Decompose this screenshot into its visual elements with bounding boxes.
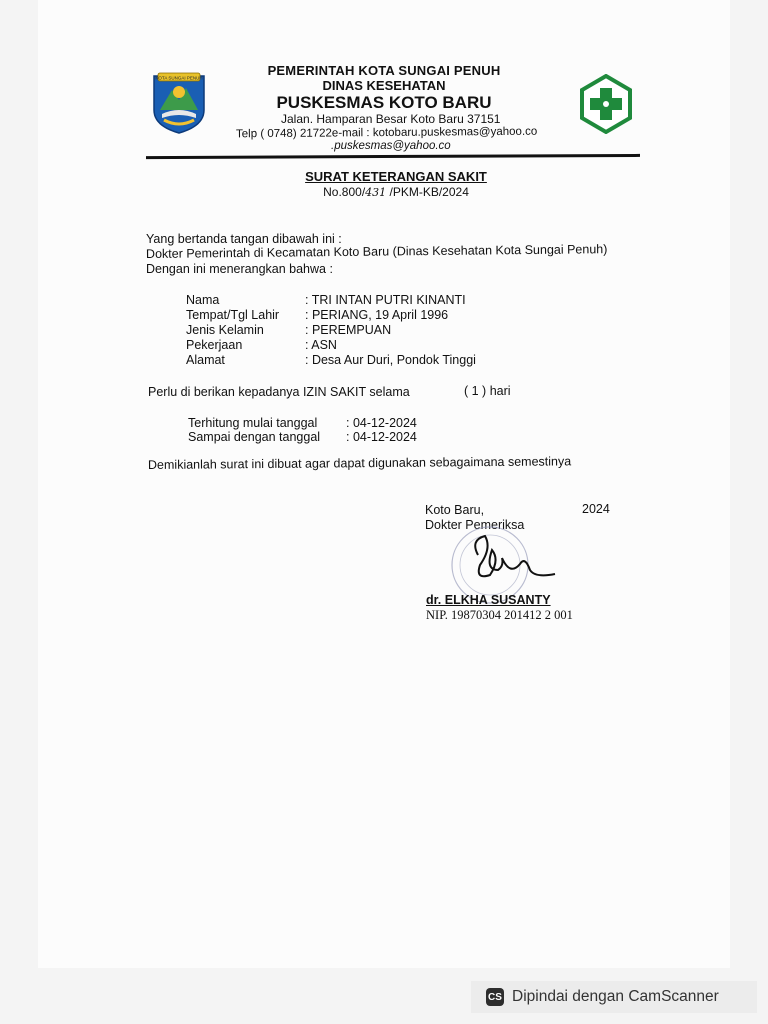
leave-text: Perlu di berikan kepadanya IZIN SAKIT selama bbox=[148, 385, 410, 399]
intro-line-1: Yang bertanda tangan dibawah ini : bbox=[146, 232, 342, 246]
field-value-job: : ASN bbox=[305, 338, 337, 352]
camscanner-badge bbox=[471, 981, 757, 1013]
field-label-address: Alamat bbox=[186, 353, 225, 367]
doctor-nip: NIP. 19870304 201412 2 001 bbox=[426, 608, 573, 622]
field-value-gender: : PEREMPUAN bbox=[305, 323, 392, 337]
clinic-address: Jalan. Hamparan Besar Koto Baru 37151 bbox=[281, 112, 501, 126]
clinic-contact: Telp ( 0748) 21722e-mail : kotobaru.puskesmas@yahoo.co bbox=[235, 125, 538, 141]
field-value-birth: : PERIANG, 19 April 1996 bbox=[305, 308, 449, 322]
signature-place: Koto Baru, bbox=[425, 503, 485, 517]
start-date-label: Terhitung mulai tanggal bbox=[188, 416, 318, 430]
doctor-name: dr. ELKHA SUSANTY bbox=[426, 593, 551, 607]
department-name: DINAS KESEHATAN bbox=[322, 78, 446, 93]
document-title: SURAT KETERANGAN SAKIT bbox=[305, 169, 487, 184]
start-date-value: : 04-12-2024 bbox=[346, 416, 417, 430]
signature-role: Dokter Pemeriksa bbox=[425, 518, 525, 532]
end-date-label: Sampai dengan tanggal bbox=[188, 430, 321, 444]
emblem-caption: KOTA SUNGAI PENUH bbox=[155, 75, 203, 81]
number-prefix: No.800/ bbox=[323, 185, 366, 199]
field-label-gender: Jenis Kelamin bbox=[186, 323, 264, 337]
signature-year: 2024 bbox=[582, 502, 610, 516]
number-suffix: /PKM-KB/2024 bbox=[386, 185, 469, 199]
camscanner-icon: CS bbox=[486, 988, 504, 1006]
closing-statement: Demikianlah surat ini dibuat agar dapat digunakan sebagaimana semestinya bbox=[147, 454, 572, 472]
field-value-address: : Desa Aur Duri, Pondok Tinggi bbox=[305, 353, 476, 367]
camscanner-label: Dipindai dengan CamScanner bbox=[512, 988, 719, 1005]
field-label-birth: Tempat/Tgl Lahir bbox=[186, 308, 280, 322]
leave-days: ( 1 ) hari bbox=[464, 384, 511, 398]
intro-line-2: Dokter Pemerintah di Kecamatan Koto Baru (Dinas Kesehatan Kota Sungai Penuh) bbox=[145, 242, 608, 261]
end-date-value: : 04-12-2024 bbox=[346, 430, 417, 444]
number-handwritten: 431 bbox=[365, 186, 387, 199]
field-label-name: Nama bbox=[186, 293, 220, 307]
field-value-name: : TRI INTAN PUTRI KINANTI bbox=[305, 293, 466, 307]
clinic-email: .puskesmas@yahoo.co bbox=[331, 140, 451, 152]
field-label-job: Pekerjaan bbox=[186, 338, 243, 352]
document-number bbox=[0, 185, 768, 199]
government-name: PEMERINTAH KOTA SUNGAI PENUH bbox=[267, 63, 501, 78]
handwritten-signature bbox=[475, 536, 555, 576]
clinic-name: PUSKESMAS KOTO BARU bbox=[276, 93, 492, 112]
intro-line-3: Dengan ini menerangkan bahwa : bbox=[146, 262, 333, 276]
